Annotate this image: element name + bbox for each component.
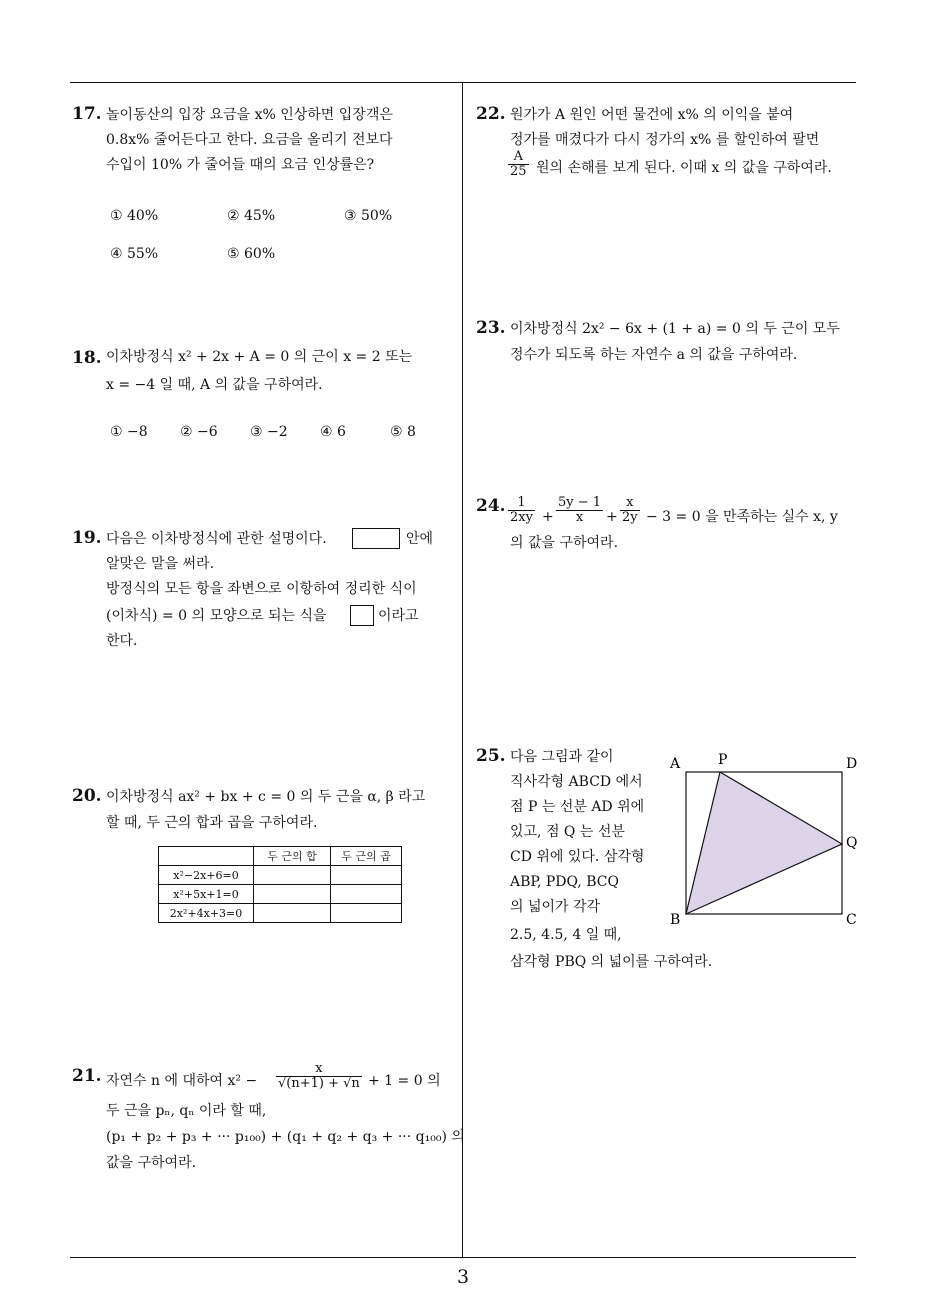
operator: + — [542, 509, 554, 525]
question-text: − 3 = 0 을 만족하는 실수 x, y — [646, 509, 838, 525]
table-header: 두 근의 곱 — [331, 847, 402, 866]
question-24 — [476, 496, 861, 556]
question-text: 수입이 10% 가 줄어들 때의 요금 인상률은? — [106, 157, 375, 173]
option-4[interactable]: ④ 6 — [320, 424, 346, 440]
fraction — [620, 496, 640, 525]
numerator: A — [508, 150, 529, 165]
numerator: 5y − 1 — [558, 495, 602, 510]
label-c: C — [846, 912, 857, 928]
option-3[interactable]: ③ 50% — [344, 208, 393, 224]
question-text: 의 값을 구하여라. — [510, 535, 619, 551]
column-divider — [462, 82, 463, 1258]
question-text: (이차식) = 0 의 모양으로 되는 식을 — [106, 608, 327, 624]
top-rule — [70, 82, 856, 83]
question-text: 2.5, 4.5, 4 일 때, — [510, 927, 622, 943]
question-number: 17. — [72, 104, 102, 124]
fraction — [276, 1062, 362, 1091]
bottom-rule — [70, 1257, 856, 1258]
table-header — [159, 847, 254, 866]
table-row-label: x²+5x+1=0 — [159, 885, 254, 904]
answer-cell[interactable] — [254, 904, 331, 923]
table-row-label: x²−2x+6=0 — [159, 866, 254, 885]
question-text: 자연수 n 에 대하여 x² − — [106, 1073, 258, 1089]
label-p: P — [718, 752, 728, 768]
question-text: + 1 = 0 의 — [368, 1073, 441, 1089]
answer-cell[interactable] — [254, 866, 331, 885]
option-5[interactable]: ⑤ 8 — [390, 424, 416, 440]
numerator: x — [620, 496, 640, 511]
numerator: x — [276, 1062, 362, 1077]
question-text: 알맞은 말을 써라. — [106, 556, 215, 572]
numerator: 1 — [508, 496, 535, 511]
operator: + — [606, 509, 618, 525]
question-text: 있고, 점 Q 는 선분 — [510, 824, 625, 840]
question-23 — [476, 318, 856, 378]
label-a: A — [670, 756, 681, 772]
question-text: 방정식의 모든 항을 좌변으로 이항하여 정리한 식이 — [106, 581, 417, 597]
answer-cell[interactable] — [331, 904, 402, 923]
question-17 — [72, 104, 452, 274]
answer-cell[interactable] — [254, 885, 331, 904]
question-text: 이차방정식 2x² − 6x + (1 + a) = 0 의 두 근이 모두 — [510, 321, 840, 337]
question-text: 이차방정식 x² + 2x + A = 0 의 근이 x = 2 또는 — [106, 349, 413, 365]
question-number: 23. — [476, 318, 506, 338]
denominator: 2xy — [510, 510, 533, 525]
question-22 — [476, 104, 856, 194]
question-text: 다음은 이차방정식에 관한 설명이다. — [106, 531, 327, 547]
question-text: 원가가 A 원인 어떤 물건에 x% 의 이익을 붙여 — [510, 107, 794, 123]
question-21 — [72, 1061, 465, 1182]
question-number: 22. — [476, 104, 506, 124]
table-header: 두 근의 합 — [254, 847, 331, 866]
label-q: Q — [846, 835, 858, 851]
question-text: 안에 — [406, 531, 434, 547]
question-19 — [72, 528, 457, 658]
question-number: 19. — [72, 528, 102, 548]
option-2[interactable]: ② −6 — [180, 424, 218, 440]
answer-cell[interactable] — [331, 885, 402, 904]
fraction — [508, 150, 529, 179]
denominator: 25 — [510, 164, 527, 179]
question-text: 이차방정식 ax² + bx + c = 0 의 두 근을 α, β 라고 — [106, 789, 426, 805]
question-text: 직사각형 ABCD 에서 — [510, 774, 643, 790]
question-text: 다음 그림과 같이 — [510, 749, 614, 765]
roots-table — [158, 846, 402, 923]
question-text: 값을 구하여라. — [106, 1155, 197, 1171]
question-18 — [72, 348, 452, 448]
answer-box[interactable] — [350, 605, 374, 626]
denominator: √(n+1) + √n — [278, 1076, 360, 1091]
question-number: 25. — [476, 746, 506, 766]
page-number: 3 — [456, 1266, 470, 1288]
option-1[interactable]: ① −8 — [110, 424, 148, 440]
question-text: 놀이동산의 입장 요금을 x% 인상하면 입장객은 — [106, 107, 393, 123]
question-text: 의 넓이가 각각 — [510, 899, 601, 915]
question-number: 20. — [72, 786, 102, 806]
rectangle-diagram — [664, 750, 864, 940]
option-1[interactable]: ① 40% — [110, 208, 159, 224]
question-number: 18. — [72, 348, 102, 368]
question-text: ABP, PDQ, BCQ — [510, 874, 619, 890]
answer-box[interactable] — [352, 528, 400, 549]
question-text: CD 위에 있다. 삼각형 — [510, 849, 645, 865]
question-text: 삼각형 PBQ 의 넓이를 구하여라. — [510, 954, 713, 970]
answer-cell[interactable] — [331, 866, 402, 885]
label-b: B — [670, 912, 681, 928]
question-text: 원의 손해를 보게 된다. 이때 x 의 값을 구하여라. — [536, 160, 832, 176]
question-number: 21. — [72, 1066, 102, 1086]
label-d: D — [846, 756, 858, 772]
denominator: x — [575, 510, 584, 525]
question-text: 이라고 — [378, 608, 419, 624]
triangle-pbq — [686, 772, 842, 914]
fraction — [508, 496, 535, 525]
question-number: 24. — [476, 496, 506, 516]
denominator: 2y — [622, 510, 638, 525]
table-row-label: 2x²+4x+3=0 — [159, 904, 254, 923]
question-text: 점 P 는 선분 AD 위에 — [510, 799, 645, 815]
question-text: 한다. — [106, 633, 138, 649]
option-4[interactable]: ④ 55% — [110, 246, 159, 262]
fraction — [556, 496, 603, 525]
option-5[interactable]: ⑤ 60% — [227, 246, 276, 262]
option-3[interactable]: ③ −2 — [250, 424, 288, 440]
question-text: 정수가 되도록 하는 자연수 a 의 값을 구하여라. — [510, 347, 798, 363]
question-20 — [72, 786, 457, 936]
option-2[interactable]: ② 45% — [227, 208, 276, 224]
question-text: 0.8x% 줄어든다고 한다. 요금을 올리기 전보다 — [106, 132, 393, 148]
question-text: (p₁ + p₂ + p₃ + ··· p₁₀₀) + (q₁ + q₂ + q₃ + ··· q₁₀₀) 의 — [106, 1129, 465, 1145]
question-text: 두 근을 pₙ, qₙ 이라 할 때, — [106, 1103, 267, 1119]
question-text: 정가를 매겼다가 다시 정가의 x% 를 할인하여 팔면 — [510, 132, 820, 148]
question-text: 할 때, 두 근의 합과 곱을 구하여라. — [106, 815, 318, 831]
question-text: x = −4 일 때, A 의 값을 구하여라. — [106, 377, 323, 393]
